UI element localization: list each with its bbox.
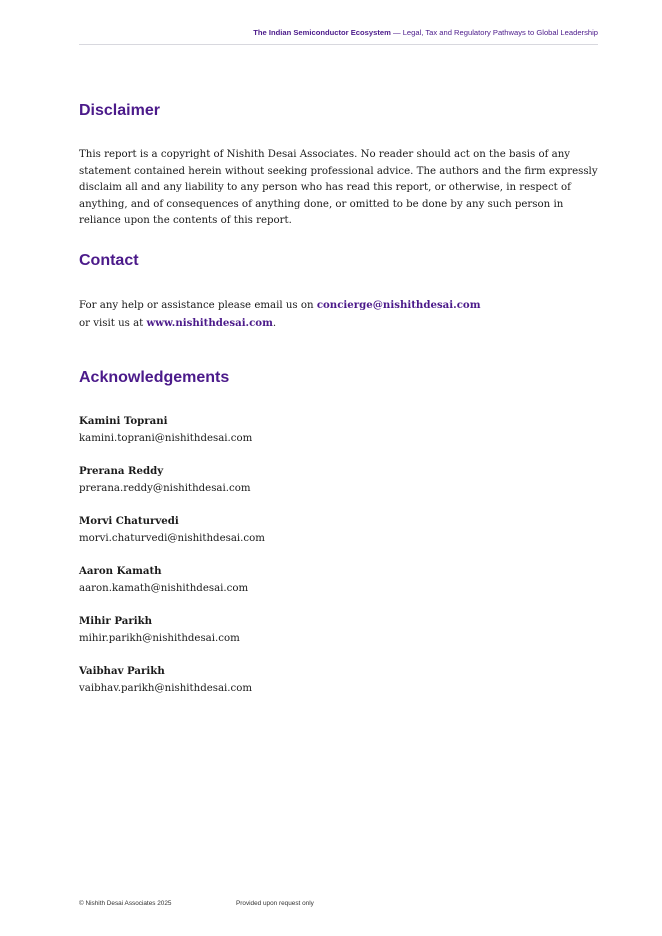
footer-note: Provided upon request only — [236, 900, 314, 907]
person-email[interactable]: mihir.parikh@nishithdesai.com — [79, 633, 240, 644]
acknowledgement-entry — [79, 563, 479, 597]
contact-website-suffix: . — [272, 317, 277, 329]
person-name: Morvi Chaturvedi — [79, 515, 179, 527]
header-divider — [79, 44, 598, 45]
acknowledgement-entry — [79, 413, 479, 447]
person-name: Prerana Reddy — [79, 465, 164, 477]
person-email[interactable]: vaibhav.parikh@nishithdesai.com — [79, 683, 253, 694]
contact-heading: Contact — [79, 252, 139, 269]
footer-copyright: © Nishith Desai Associates 2025 — [79, 900, 172, 907]
running-header — [79, 27, 598, 39]
person-name: Kamini Toprani — [79, 415, 168, 427]
person-name: Aaron Kamath — [79, 565, 162, 577]
person-email[interactable]: kamini.toprani@nishithdesai.com — [79, 433, 253, 444]
person-email[interactable]: prerana.reddy@nishithdesai.com — [79, 483, 251, 494]
disclaimer-text: This report is a copyright of Nishith Desai Associates. No reader should act on the basis of any statement contained herein without seeking professional advice. The authors and the firm expressly disclaim all and any liability to any person who has read this report, or otherwise, in respect of anything, and of consequences of anything done, or omitted to be done by any such person in reliance upon the contents of this report. — [79, 149, 598, 227]
person-name: Mihir Parikh — [79, 615, 153, 627]
contact-text — [79, 297, 601, 332]
contact-website-link[interactable]: www.nishithdesai.com — [146, 316, 273, 329]
person-name: Vaibhav Parikh — [79, 665, 165, 677]
person-email[interactable]: aaron.kamath@nishithdesai.com — [79, 583, 249, 594]
header-separator: — — [390, 28, 403, 37]
acknowledgement-entry — [79, 663, 479, 697]
contact-email-prefix: For any help or assistance please email us on — [79, 300, 317, 311]
contact-email-link[interactable]: concierge@nishithdesai.com — [316, 299, 481, 311]
acknowledgements-heading: Acknowledgements — [79, 369, 230, 386]
acknowledgement-entry — [79, 463, 479, 497]
person-email[interactable]: morvi.chaturvedi@nishithdesai.com — [79, 533, 265, 544]
header-title: The Indian Semiconductor Ecosystem — [253, 28, 391, 37]
acknowledgement-entry — [79, 613, 479, 647]
disclaimer-heading: Disclaimer — [79, 102, 160, 119]
contact-website-prefix: or visit us at — [79, 317, 147, 329]
header-subtitle: Legal, Tax and Regulatory Pathways to Global Leadership — [402, 28, 598, 37]
acknowledgement-entry — [79, 513, 479, 547]
